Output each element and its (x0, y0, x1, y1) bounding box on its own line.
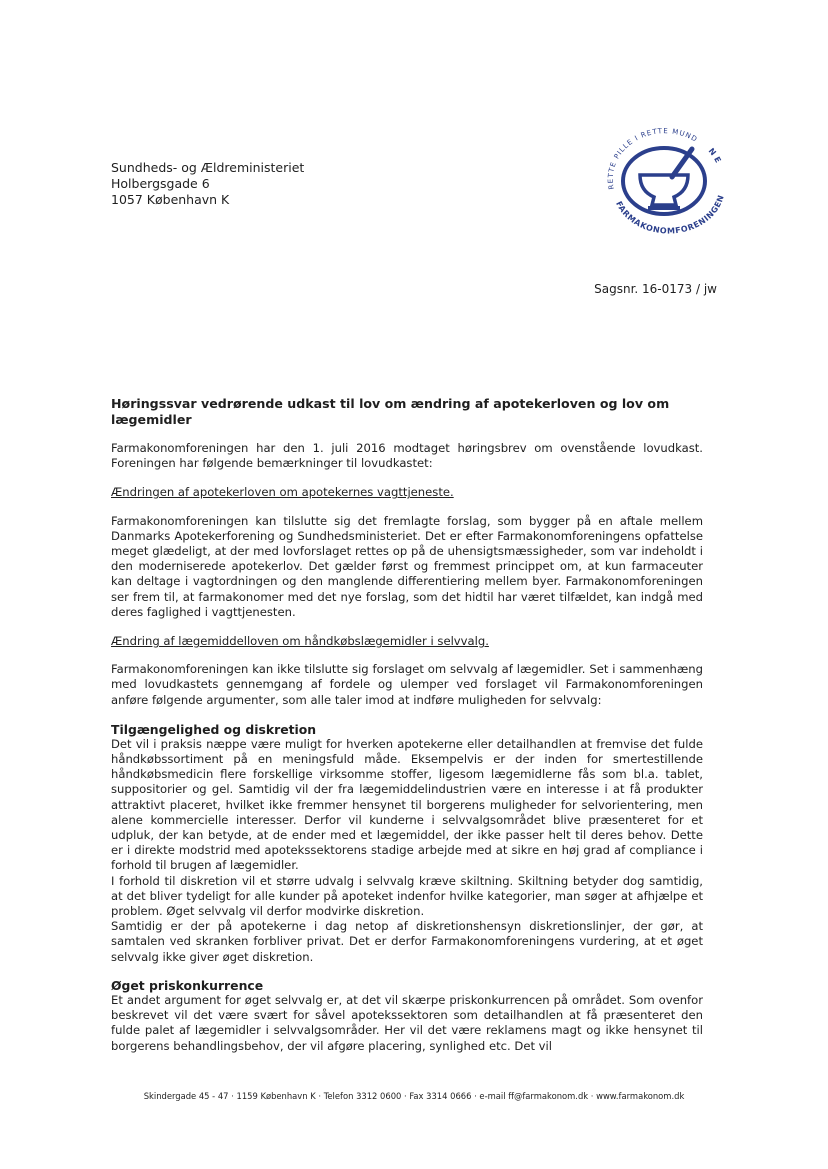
intro-paragraph: Farmakonomforeningen har den 1. juli 2016 modtaget høringsbrev om ovenstående lovudkast. Foreningen har følgende bemærkninger til lovudkastet: (111, 441, 703, 471)
recipient-line-3: 1057 København K (111, 192, 230, 207)
farmakonomforeningen-logo (592, 123, 732, 235)
section-3-paragraph-3: Samtidig er der på apotekerne i dag netop af diskretionshensyn diskretionslinjer, der gør, at samtalen ved skranken forbliver privat. Det er derfor Farmakonomforeningens vurdering, at et øget selvvalg ikke giver øget diskretion. (111, 919, 703, 964)
section-1-heading: Ændringen af apotekerloven om apotekernes vagttjeneste. (111, 485, 454, 500)
letter-footer: Skindergade 45 - 47 · 1159 København K · Telefon 3312 0600 · Fax 3314 0666 · e-mail ff@farmakonom.dk · www.farmakonom.dk (143, 1091, 685, 1101)
logo-bottom-text: FARMAKONOMFORENINGEN (614, 193, 726, 235)
section-2-heading: Ændring af lægemiddelloven om håndkøbslægemidler i selvvalg. (111, 634, 489, 649)
section-3-heading: Tilgængelighed og diskretion (111, 721, 317, 737)
section-4-paragraph: Et andet argument for øget selvvalg er, at det vil skærpe priskonkurrencen på området. Som ovenfor beskrevet vil det være svært for såvel apotekssektoren som detailhandlen at få præsenteret den fulde palet af lægemidler i selvvalgsområder. Her vil det være reklamens magt og ikke hensynet til borgerens behandlingsbehov, der vil afgøre placering, synlighed etc. Det vil (111, 992, 703, 1053)
section-4 (111, 978, 703, 1054)
case-number: Sagsnr. 16-0173 / jw (594, 282, 717, 296)
section-4-heading: Øget priskonkurrence (111, 977, 264, 993)
logo-top-text: RETTE PILLE I RETTE MUND (606, 127, 700, 191)
section-3 (111, 722, 703, 965)
section-3-paragraph-2: I forhold til diskretion vil et større udvalg i selvvalg kræve skiltning. Skiltning betyder dog samtidig, at det bliver tydeligt for alle kunder på apoteket indenfor hvilke kategorier, man søger at afhjælpe et problem. Øget selvvalg vil derfor modvirke diskretion. (111, 873, 703, 919)
recipient-line-2: Holbergsgade 6 (111, 176, 210, 191)
logo-side-text: N E (706, 146, 723, 165)
letter-body (111, 396, 703, 1067)
svg-text:N E (707, 146, 723, 164)
section-3-paragraph-1: Det vil i praksis næppe være muligt for hverken apotekerne eller detailhandlen at fremvise det fulde håndkøbssortiment på en meningsfuld måde. Eksempelvis er der inden for smertestillende håndkøbsmedicin flere forskellige virksomme stoffer, ligesom lægemidlerne fås som bl.a. tablet, suppositorier og gel. Samtidig vil der fra lægemiddelindustrien være en interesse i at få produkter attraktivt placeret, hvilket ikke fremmer hensynet til borgerens muligheder for selvorientering, men alene kommercielle interesser. Derfor vil kunderne i selvvalgsområdet blive præsenteret for et udpluk, der kan betyde, at de ender med et lægemiddel, der ikke passer helt til deres behov. Dette er i direkte modstrid med apotekssektorens stadige arbejde med at sikre en høj grad af compliance i forhold til brugen af lægemidler. (111, 736, 703, 873)
mortar-pestle-icon (623, 148, 705, 214)
letter-title: Høringssvar vedrørende udkast til lov om ændring af apotekerloven og lov om lægemidler (111, 396, 670, 427)
section-2-paragraph: Farmakonomforeningen kan ikke tilslutte sig forslaget om selvvalg af lægemidler. Set i sammenhæng med lovudkastets gennemgang af fordele og ulemper ved forslaget vil Farmakonomforeningen anføre følgende argumenter, som alle taler imod at indføre muligheden for selvvalg: (111, 662, 703, 707)
section-1-paragraph: Farmakonomforeningen kan tilslutte sig det fremlagte forslag, som bygger på en aftale mellem Danmarks Apotekerforening og Sundhedsministeriet. Det er efter Farmakonomforeningens opfattelse meget glædeligt, at der med lovforslaget rettes op på de uhensigtsmæssigheder, som var indeholdt i den moderniserede apotekerlov. Det gælder først og fremmest princippet om, at kun farmaceuter kan deltage i vagtordningen og den manglende differentiering mellem byer. Farmakonomforeningen ser frem til, at farmakonomer med det nye forslag, som det hidtil har været tilfældet, kan indgå med deres faglighed i vagttjenesten. (111, 513, 703, 619)
recipient-line-1: Sundheds- og Ældreministeriet (111, 160, 305, 175)
recipient-address (111, 160, 304, 208)
